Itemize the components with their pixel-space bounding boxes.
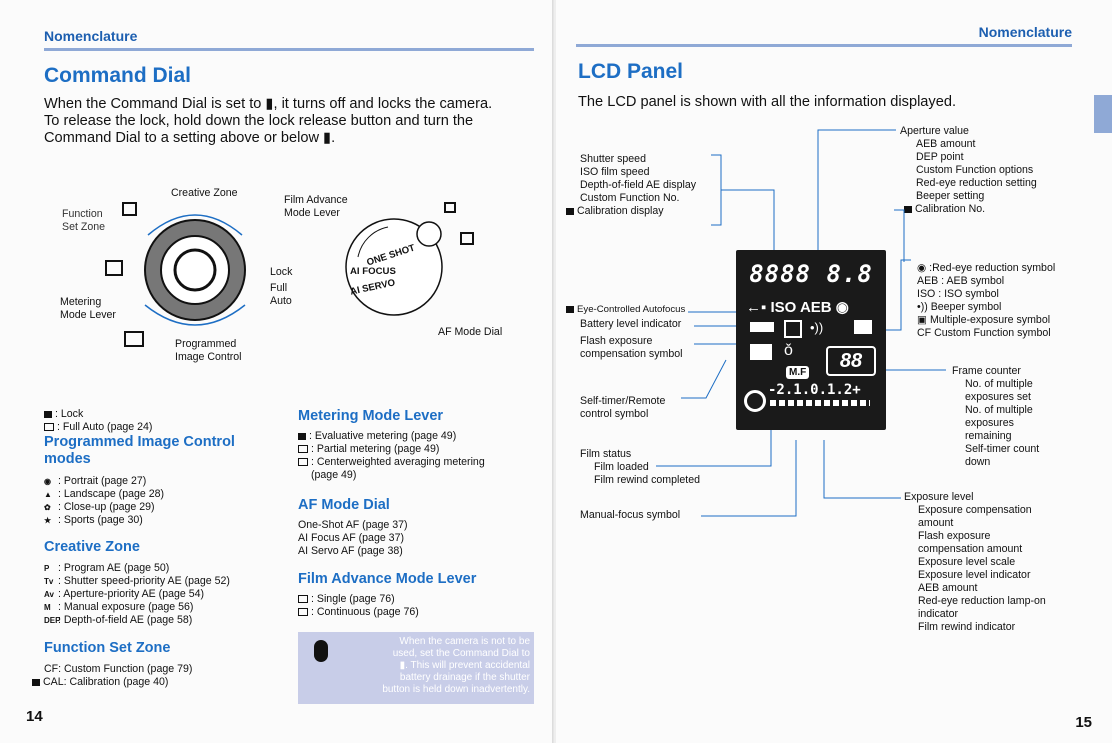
manual-focus-callout: Manual-focus symbol [580, 509, 681, 521]
lcd-flash-comp-icon [750, 344, 772, 360]
aperture-callouts: Aperture value AEB amount DEP point Custom Function options Red-eye reduction setting Beeper setting Calibration No. [900, 125, 1037, 215]
lcd-exposure-scale: -2.1.0.1.2+ [768, 382, 861, 398]
label-creative-zone: Creative Zone [171, 187, 238, 199]
film-advance-list: : Single (page 76) : Continuous (page 76) [298, 593, 419, 619]
exposure-level-callouts: Exposure level Exposure compensation amount Flash exposure compensation amount Exposure level scale Exposure level indicator AEB amount Red-eye reduction lamp-on indicator Film rewind indicator [904, 491, 1046, 633]
evaluative-metering-icon [124, 331, 144, 347]
self-timer-callout: Self-timer/Remote control symbol [580, 395, 666, 420]
dial-label-ai-servo: AI SERVO [349, 277, 397, 298]
creative-zone-list: P : Program AE (page 50) Tv : Shutter speed-priority AE (page 52) Av : Aperture-priority AE (page 54) M : Manual exposure (page 56) DEP: Depth-of-field AE (page 58) [44, 562, 230, 626]
lcd-film-icon [744, 390, 766, 412]
metering-mode-list: : Evaluative metering (page 49) : Partial metering (page 49) : Centerweighted averaging metering (page 49) [298, 430, 485, 482]
metering-mode-title: Metering Mode Lever [298, 408, 444, 424]
lcd-iso-row: ←▪ ISO AEB ◉ [746, 299, 849, 316]
label-lock: Lock [270, 266, 293, 278]
label-programmed-image-control: Programmed Image Control [175, 338, 242, 363]
section-title: Command Dial [44, 64, 192, 87]
lcd-panel [736, 250, 886, 430]
label-full-auto: Full Auto [270, 282, 292, 307]
pic-modes-title: Programmed Image Control modes [44, 434, 235, 467]
frame-counter-callouts: Frame counter No. of multiple exposures set No. of multiple exposures remaining Self-timer count down [952, 365, 1040, 468]
lcd-mf-symbol: M.F [786, 366, 809, 379]
section-title: LCD Panel [578, 60, 684, 83]
lcd-main-digits: 8888 8.8 [749, 260, 873, 288]
creative-zone-title: Creative Zone [44, 539, 140, 555]
page-number: 14 [26, 708, 43, 725]
lock-list: : Lock : Full Auto (page 24) [44, 408, 152, 434]
af-mode-title: AF Mode Dial [298, 497, 390, 513]
partial-metering-icon [105, 260, 123, 276]
continuous-icon [460, 232, 474, 245]
right-page [556, 0, 1112, 743]
lcd-beeper-icon: •)) [810, 320, 824, 335]
page-header: Nomenclature [44, 28, 138, 44]
header-rule [44, 48, 534, 51]
af-dial-illustration [284, 190, 534, 340]
label-function-set-zone: Function Set Zone [62, 208, 105, 233]
left-page [0, 0, 554, 743]
label-af-mode-dial: AF Mode Dial [438, 326, 503, 338]
lcd-frame-counter: 88 [826, 346, 876, 376]
lcd-battery-icon [750, 322, 774, 332]
dial-label-ai-focus: AI FOCUS [350, 266, 396, 277]
left-callouts-2: Eye-Controlled Autofocus Battery level indicator Flash exposure compensation symbol [580, 303, 685, 361]
lcd-exposure-bars [770, 400, 870, 406]
film-status-callout: Film status Film loaded Film rewind completed [580, 448, 700, 486]
warning-icon [314, 640, 328, 662]
dial-label-one-shot: ONE SHOT [365, 242, 417, 269]
warning-box: When the camera is not to be used, set the Command Dial to ▮. This will prevent accidental battery drainage if the shutter button is held down inadvertently. [298, 632, 534, 704]
page-number: 15 [1075, 714, 1092, 731]
command-dial[interactable] [130, 205, 260, 335]
intro-text: When the Command Dial is set to ▮, it turns off and locks the camera. To release the lock, hold down the lock release button and turn the Command Dial to a setting above or below ▮. [44, 96, 493, 146]
intro-text: The LCD panel is shown with all the information displayed. [578, 94, 957, 110]
af-mode-list: One-Shot AF (page 37) AI Focus AF (page 37) AI Servo AF (page 38) [298, 519, 408, 557]
film-advance-title: Film Advance Mode Lever [298, 571, 477, 587]
lcd-multi-exposure-icon [784, 320, 802, 338]
page-header: Nomenclature [978, 24, 1072, 40]
left-callouts-1: Shutter speed ISO film speed Depth-of-field AE display Custom Function No. Calibration display [580, 153, 696, 218]
lcd-cf-icon [854, 320, 872, 334]
label-metering-mode-lever: Metering Mode Lever [60, 296, 116, 321]
label-film-advance-mode-lever: Film Advance Mode Lever [284, 194, 348, 219]
command-dial-illustration [60, 180, 293, 380]
lcd-self-timer-icon: ǒ [784, 342, 793, 359]
pic-modes-list: ◉ : Portrait (page 27) ▲ : Landscape (page 28) ✿ : Close-up (page 29) ★ : Sports (page 30) [44, 475, 165, 526]
function-set-zone-list: CF: Custom Function (page 79) CAL: Calibration (page 40) [44, 663, 192, 689]
function-set-zone-title: Function Set Zone [44, 640, 171, 656]
symbol-callouts: ◉ :Red-eye reduction symbol AEB : AEB symbol ISO : ISO symbol •)) Beeper symbol ▣ Multiple-exposure symbol CF Custom Function symbol [917, 262, 1056, 339]
